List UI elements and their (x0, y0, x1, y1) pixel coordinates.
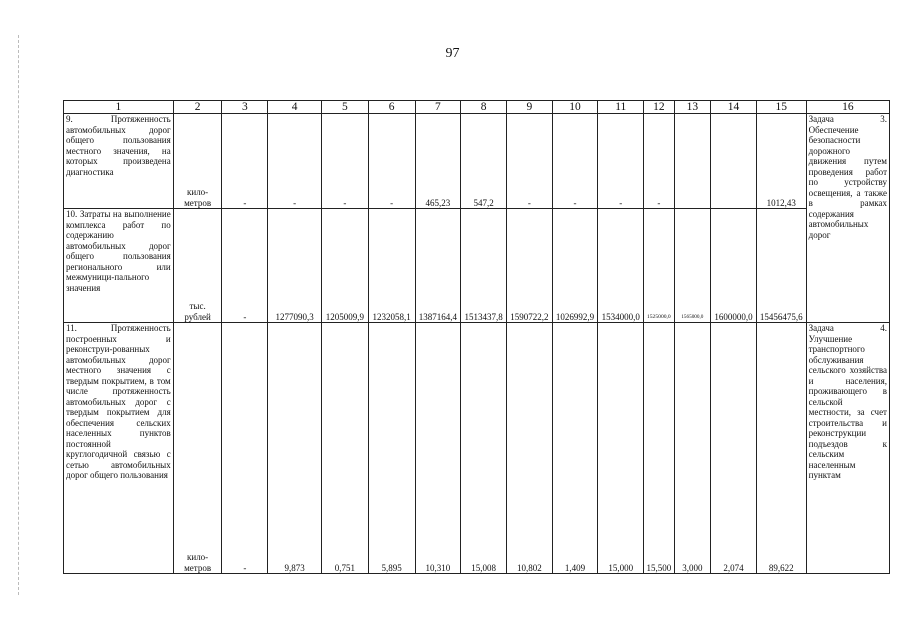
header-row (64, 101, 890, 114)
value-cell: - (268, 114, 322, 209)
indicator-text: Протяженность автомобильных дорог общего пользования местного значения, на которых произведена диагностика (66, 114, 171, 177)
value-cell: 1277090,3 (268, 209, 322, 323)
value-cell: 89,622 (756, 323, 806, 574)
value-cell: - (552, 114, 598, 209)
unit-cell: кило-метров (173, 114, 222, 209)
value-cell: 547,2 (461, 114, 507, 209)
value-cell (674, 114, 711, 209)
value-cell: 15,500 (644, 323, 674, 574)
indicator-name (64, 209, 174, 323)
col-header: 4 (268, 101, 322, 114)
col-header: 1 (64, 101, 174, 114)
unit-cell: тыс. рублей (173, 209, 222, 323)
value-cell: 10,802 (506, 323, 552, 574)
value-cell: - (598, 114, 644, 209)
value-cell: 10,310 (415, 323, 461, 574)
table-row (64, 323, 890, 574)
col-header: 3 (222, 101, 268, 114)
indicators-table (63, 100, 890, 574)
value-cell: 0,751 (322, 323, 369, 574)
col-header: 2 (173, 101, 222, 114)
value-cell: 1565000,0 (674, 209, 711, 323)
value-cell: 1232058,1 (368, 209, 415, 323)
col-header: 10 (552, 101, 598, 114)
col-header: 16 (806, 101, 889, 114)
value-cell: 1205009,9 (322, 209, 369, 323)
indicator-text: Затраты на выполнение комплекса работ по содержанию автомобильных дорог общего пользования регионального или межмуници-пального значения (66, 209, 171, 293)
value-cell: 15,000 (598, 323, 644, 574)
value-cell: 1600000,0 (711, 209, 757, 323)
value-cell: - (644, 114, 674, 209)
col-header: 14 (711, 101, 757, 114)
value-cell: 2,074 (711, 323, 757, 574)
value-cell: 1387164,4 (415, 209, 461, 323)
indicator-name (64, 323, 174, 574)
unit-cell: кило-метров (173, 323, 222, 574)
value-cell: - (368, 114, 415, 209)
value-cell: - (322, 114, 369, 209)
row-number: 10. (66, 209, 78, 219)
value-cell: 3,000 (674, 323, 711, 574)
value-cell: 1534000,0 (598, 209, 644, 323)
col-header: 8 (461, 101, 507, 114)
col-header: 9 (506, 101, 552, 114)
task-cell: Задача 3. Обеспечение безопасности дорожного движения путем проведения работ по устройству освещения, а также в рамках содержания автомобильных дорог (806, 114, 889, 323)
value-cell: 15456475,6 (756, 209, 806, 323)
value-cell: 1012,43 (756, 114, 806, 209)
row-number: 9. (66, 114, 73, 124)
value-cell: - (222, 114, 268, 209)
value-cell: 1525000,0 (644, 209, 674, 323)
col-header: 11 (598, 101, 644, 114)
col-header: 6 (368, 101, 415, 114)
col-header: 7 (415, 101, 461, 114)
value-cell: 15,008 (461, 323, 507, 574)
margin-line (18, 35, 19, 595)
value-cell: 9,873 (268, 323, 322, 574)
col-header: 12 (644, 101, 674, 114)
value-cell: 1026992,9 (552, 209, 598, 323)
task-cell: Задача 4. Улучшение транспортного обслуживания сельского хозяйства и населения, проживающего в сельской местности, за счет строительства и реконструкции подъездов к сельским населенным пунктам (806, 323, 889, 574)
table-row (64, 209, 890, 323)
col-header: 5 (322, 101, 369, 114)
indicator-text: Протяженность построенных и реконструи-рованных автомобильных дорог местного значения с твердым покрытием, в том числе протяженность автомобильных дорог с твердым покрытием для обеспечения сельских населенных пунктов постоянной круглогодичной связью с сетью автомобильных дорог общего пользования (66, 323, 171, 480)
col-header: 13 (674, 101, 711, 114)
page-number: 97 (445, 46, 460, 61)
value-cell: 1590722,2 (506, 209, 552, 323)
value-cell: 1513437,8 (461, 209, 507, 323)
row-number: 11. (66, 323, 77, 333)
value-cell: - (222, 209, 268, 323)
value-cell: - (222, 323, 268, 574)
indicator-name (64, 114, 174, 209)
value-cell: - (506, 114, 552, 209)
value-cell (711, 114, 757, 209)
value-cell: 1,409 (552, 323, 598, 574)
value-cell: 465,23 (415, 114, 461, 209)
col-header: 15 (756, 101, 806, 114)
table-row (64, 114, 890, 209)
value-cell: 5,895 (368, 323, 415, 574)
